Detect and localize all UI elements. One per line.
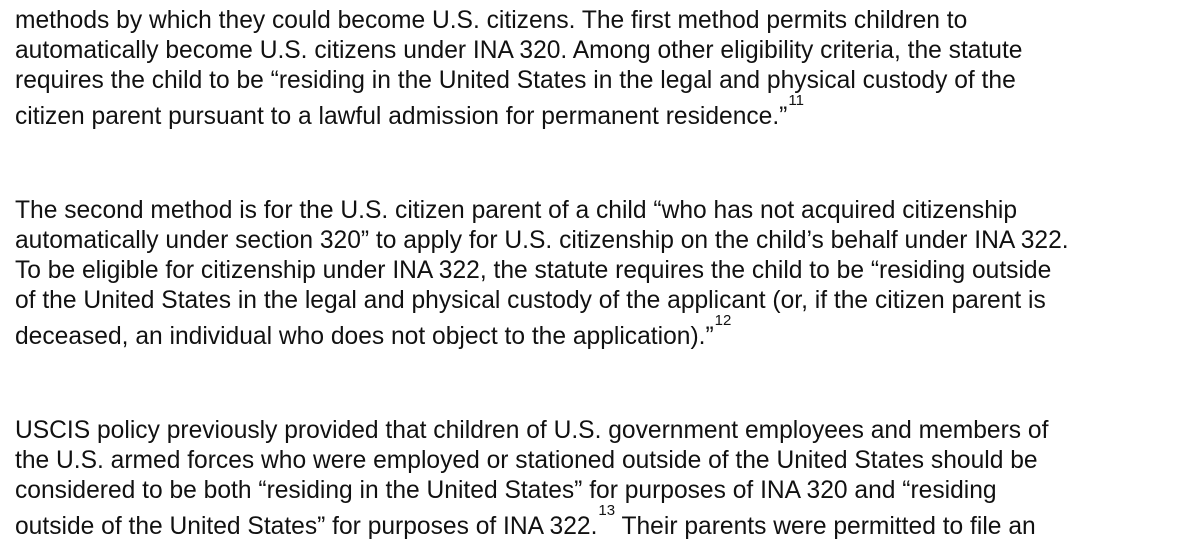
paragraph-ina-320 <box>15 6 1195 131</box>
text-line <box>15 502 1195 541</box>
text-line: automatically under section 320” to apply for U.S. citizenship on the child’s behalf under INA 322. <box>15 227 1069 254</box>
text-line-continuation: Their parents were permitted to file an <box>615 513 1036 541</box>
text-line-content: citizen parent pursuant to a lawful admission for permanent residence.” <box>15 103 788 131</box>
text-line <box>15 312 1195 351</box>
footnote-reference-13[interactable]: 13 <box>598 502 616 519</box>
paragraph-uscis-policy <box>15 416 1195 541</box>
text-line: the U.S. armed forces who were employed or stationed outside of the United States should be <box>15 447 1038 474</box>
text-line: of the United States in the legal and physical custody of the applicant (or, if the citizen parent is <box>15 287 1046 314</box>
text-line: USCIS policy previously provided that children of U.S. government employees and members of <box>15 417 1049 444</box>
paragraph-ina-322 <box>15 196 1195 351</box>
footnote-reference-11[interactable]: 11 <box>788 92 804 109</box>
text-line: requires the child to be “residing in the United States in the legal and physical custody of the <box>15 67 1016 94</box>
text-line: automatically become U.S. citizens under INA 320. Among other eligibility criteria, the statute <box>15 37 1023 64</box>
text-line-content: outside of the United States” for purposes of INA 322. <box>15 513 598 541</box>
text-line: methods by which they could become U.S. citizens. The first method permits children to <box>15 7 968 34</box>
text-line: The second method is for the U.S. citizen parent of a child “who has not acquired citizenship <box>15 197 1018 224</box>
text-line: considered to be both “residing in the United States” for purposes of INA 320 and “residing <box>15 477 997 504</box>
text-line-content: deceased, an individual who does not object to the application).” <box>15 323 714 351</box>
text-line: To be eligible for citizenship under INA 322, the statute requires the child to be “residing outside <box>15 257 1052 284</box>
text-line <box>15 92 1195 131</box>
footnote-reference-12[interactable]: 12 <box>714 312 732 329</box>
